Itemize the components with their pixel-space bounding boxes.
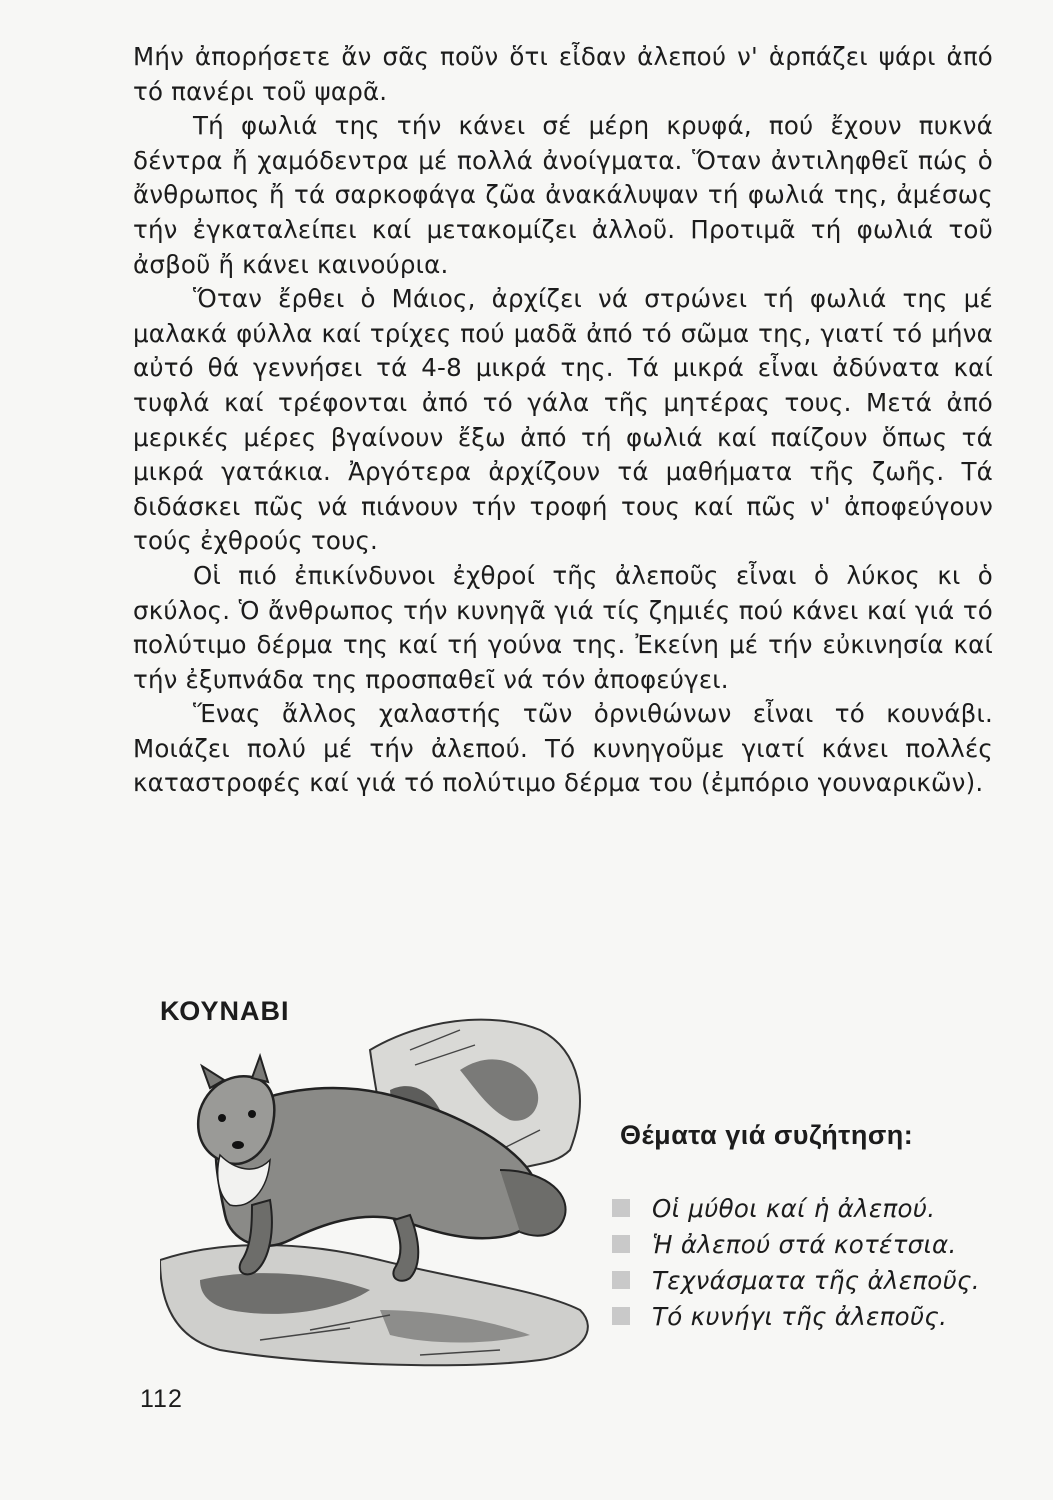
square-bullet-icon [612, 1235, 630, 1253]
paragraph-4: Οἱ πιό ἐπικίνδυνοι ἐχθροί τῆς ἀλεποῦς εἶναι ὁ λύκος κι ὁ σκύλος. Ὁ ἄνθρωπος τήν κυνηγᾶ γιά τίς ζημιές πού κάνει καί γιά τό πολύτιμο δέρμα της καί τή γούνα της. Ἐκείνη μέ τήν εὐκινησία καί τήν ἐξυπνάδα της προσπαθεῖ νά τόν ἀποφεύγει. [133, 560, 993, 694]
paragraph-2: Τή φωλιά της τήν κάνει σέ μέρη κρυφά, πού ἔχουν πυκνά δέντρα ἤ χαμόδεντρα μέ πολλά ἀνοίγματα. Ὅταν ἀντιληφθεῖ πώς ὁ ἄνθρωπος ἤ τά σαρκοφάγα ζῶα ἀνακάλυψαν τή φωλιά της, ἀμέσως τήν ἐγκαταλείπει καί μετακομίζει ἀλλοῦ. Προτιμᾶ τή φωλιά τοῦ ἀσβοῦ ἤ κάνει καινούρια. [133, 111, 993, 279]
paragraph-5: Ἕνας ἄλλος χαλαστής τῶν ὀρνιθώνων εἶναι τό κουνάβι. Μοιάζει πολύ μέ τήν ἀλεπού. Τό κυνηγοῦμε γιατί κάνει πολλές καταστροφές καί γιά τό πολύτιμο δέρμα του (ἐμπόριο γουναρικῶν). [133, 699, 993, 798]
topic-text: Ἡ ἀλεπού στά κοτέτσια. [652, 1229, 957, 1259]
marten-illustration-icon [160, 1010, 610, 1370]
topic-text: Οἱ μύθοι καί ἡ ἀλεπού. [652, 1193, 936, 1223]
paragraph-1: Μήν ἀπορήσετε ἄν σᾶς ποῦν ὅτι εἶδαν ἀλεπού ν' ἁρπάζει ψάρι ἀπό τό πανέρι τοῦ ψαρᾶ. [133, 42, 993, 106]
topic-text: Τό κυνήγι τῆς ἀλεποῦς. [652, 1301, 948, 1331]
page-number: 112 [140, 1385, 183, 1413]
body-text [133, 40, 993, 801]
discussion-topics-list [612, 1190, 980, 1334]
topic-text: Τεχνάσματα τῆς ἀλεποῦς. [652, 1265, 980, 1295]
list-item [612, 1226, 980, 1262]
discussion-topics-title: Θέματα γιά συζήτηση: [620, 1120, 914, 1150]
illustration-caption: ΚΟΥΝΑΒΙ [160, 996, 290, 1026]
list-item [612, 1262, 980, 1298]
square-bullet-icon [612, 1307, 630, 1325]
square-bullet-icon [612, 1199, 630, 1217]
paragraph-3: Ὅταν ἔρθει ὁ Μάιος, ἀρχίζει νά στρώνει τή φωλιά της μέ μαλακά φύλλα καί τρίχες πού μαδᾶ ἀπό τό σῶμα της, γιατί τό μήνα αὐτό θά γεννήσει τά 4-8 μικρά της. Τά μικρά εἶναι ἀδύνατα καί τυφλά καί τρέφονται ἀπό τό γάλα τῆς μητέρας τους. Μετά ἀπό μερικές μέρες βγαίνουν ἔξω ἀπό τή φωλιά καί παίζουν ὅπως τά μικρά γατάκια. Ἀργότερα ἀρχίζουν τά μαθήματα τῆς ζωῆς. Τά διδάσκει πῶς νά πιάνουν τήν τροφή τους καί πῶς ν' ἀποφεύγουν τούς ἐχθρούς τους. [133, 284, 993, 556]
list-item [612, 1298, 980, 1334]
square-bullet-icon [612, 1271, 630, 1289]
list-item [612, 1190, 980, 1226]
